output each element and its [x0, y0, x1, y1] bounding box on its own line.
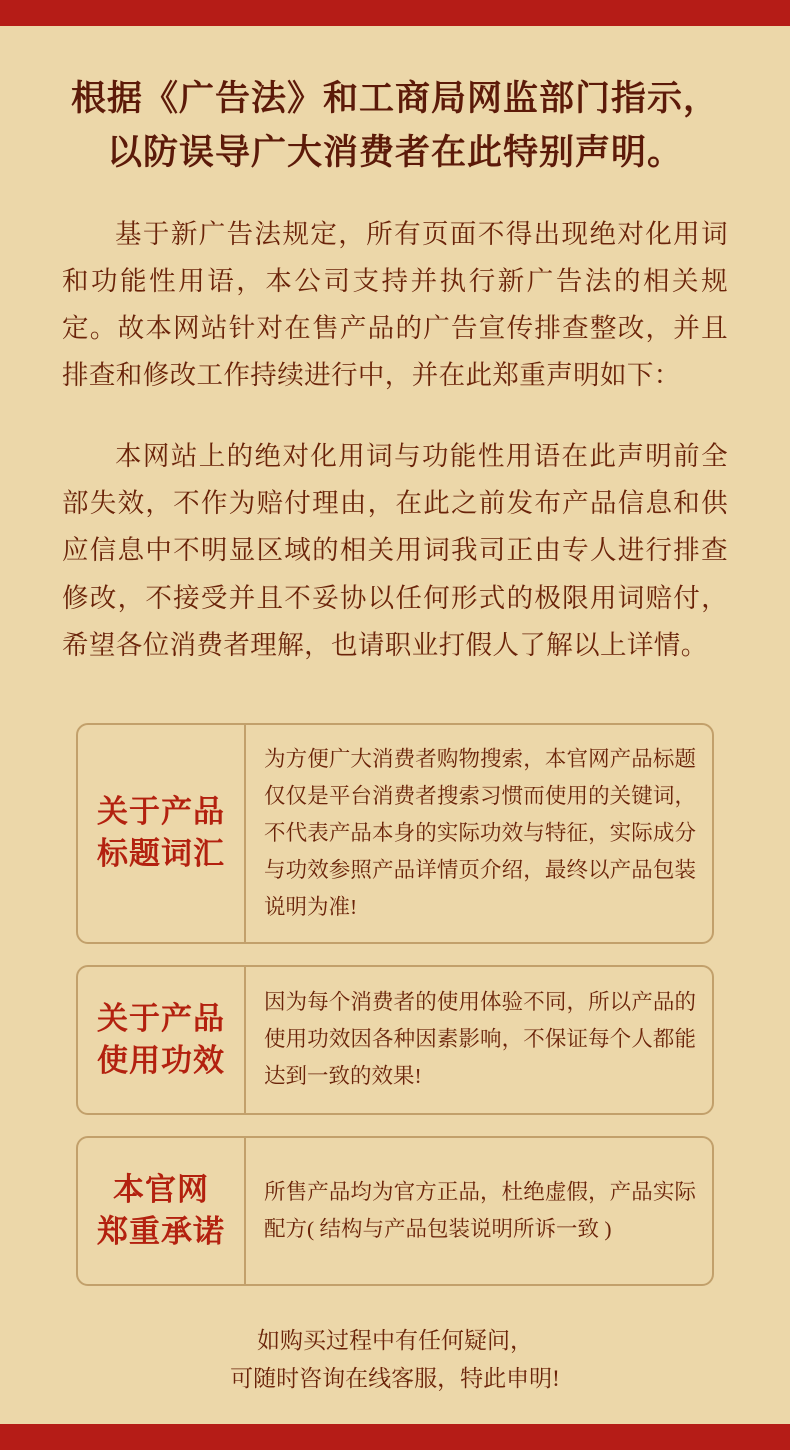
notice-card-title: [78, 725, 246, 942]
notice-card-title-line-2: 郑重承诺: [97, 1213, 225, 1249]
footer-note-line-1: 如购买过程中有任何疑问，: [257, 1327, 533, 1353]
footer-note-line-2: 可随时咨询在线客服，特此申明!: [230, 1365, 560, 1391]
notice-card-title-line-2: 使用功效: [97, 1042, 225, 1078]
notice-card-title-line-2: 标题词汇: [97, 836, 225, 872]
statement-paragraph-1: 基于新广告法规定，所有页面不得出现绝对化用词和功能性用语，本公司支持并执行新广告法的相关规定。故本网站针对在售产品的广告宣传排查整改，并且排查和修改工作持续进行中，并在此郑重声明如下：: [62, 218, 728, 390]
notice-card-title-line-1: 关于产品: [97, 1000, 225, 1036]
statement-paragraph-2: 本网站上的绝对化用词与功能性用语在此声明前全部失效，不作为赔付理由，在此之前发布产品信息和供应信息中不明显区域的相关用词我司正由专人进行排查修改，不接受并且不妥协以任何形式的极限用词赔付，希望各位消费者理解，也请职业打假人了解以上详情。: [62, 441, 728, 660]
notice-card-text: 为方便广大消费者购物搜索，本官网产品标题仅仅是平台消费者搜索习惯而使用的关键词，不代表产品本身的实际功效与特征，实际成分与功效参照产品详情页介绍，最终以产品包装说明为准!: [264, 746, 696, 919]
disclaimer-sheet: [0, 26, 790, 1424]
notice-card-text: 所售产品均为官方正品，杜绝虚假，产品实际配方( 结构与产品包装说明所诉一致 ): [264, 1179, 696, 1241]
footer-note: [0, 1322, 790, 1398]
notice-card-product-efficacy: [76, 965, 714, 1115]
notice-card-product-title: [76, 723, 714, 944]
page-title: [0, 26, 790, 181]
notice-card-title: [78, 1138, 246, 1284]
page-title-line-2: 以防误导广大消费者在此特别声明。: [106, 133, 683, 173]
notice-card-title: [78, 967, 246, 1113]
statement-body: [0, 211, 790, 669]
notice-card-title-line-1: 本官网: [113, 1171, 209, 1207]
top-color-band: [0, 0, 790, 26]
page-title-line-1: 根据《广告法》和工商局网监部门指示，: [70, 79, 719, 118]
bottom-color-band: [0, 1424, 790, 1450]
notice-card-list: [0, 723, 790, 1286]
notice-card-official-promise: [76, 1136, 714, 1286]
notice-card-title-line-1: 关于产品: [97, 794, 225, 830]
notice-card-text: 因为每个消费者的使用体验不同，所以产品的使用功效因各种因素影响，不保证每个人都能达到一致的效果!: [264, 990, 696, 1089]
